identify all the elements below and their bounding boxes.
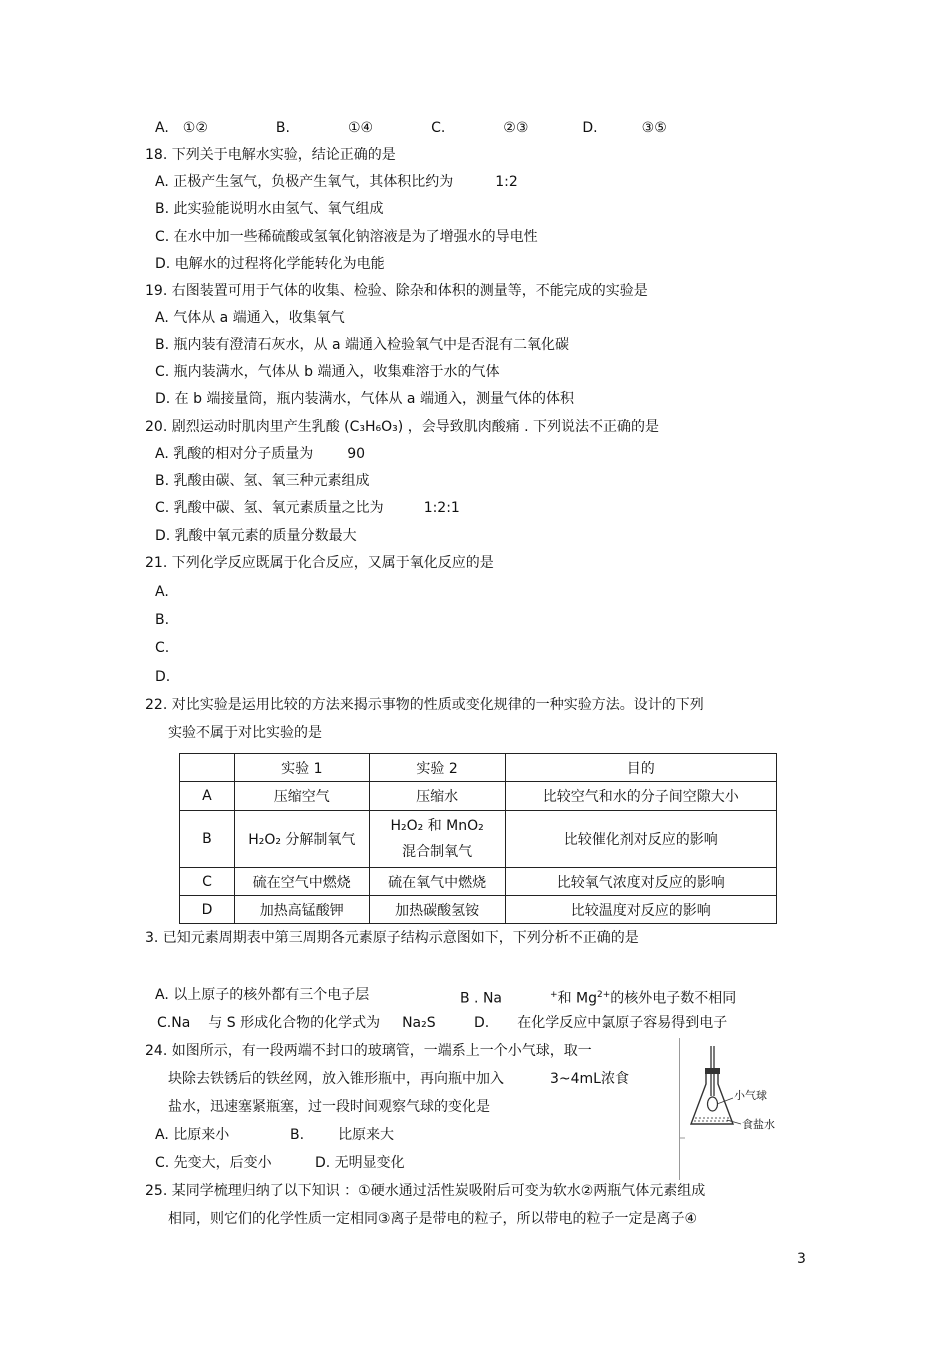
q24-stem-line2: 块除去铁锈后的铁丝网，放入锥形瓶中，再向瓶中加入 3~4mL浓食 <box>168 1071 629 1087</box>
table-cell <box>369 811 505 868</box>
flask-figure <box>679 1038 779 1180</box>
table-cell: 比较空气和水的分子间空隙大小 <box>505 782 777 811</box>
q19-option-d: D. 在 b 端接量筒，瓶内装满水，气体从 a 端通入，测量气体的体积 <box>155 391 574 407</box>
q18-option-c: C. 在水中加一些稀硫酸或氢氧化钠溶液是为了增强水的导电性 <box>155 229 538 245</box>
erlenmeyer-flask <box>691 1074 733 1124</box>
q21-option-c: C. <box>155 640 170 656</box>
q25-line1: 25. 某同学梳理归纳了以下知识 ：①硬水通过活性炭吸附后可变为软水②两瓶气体元素组成 <box>145 1183 706 1199</box>
q23-option-d: D. 在化学反应中氯原子容易得到电子 <box>474 1015 728 1031</box>
table-row <box>180 868 777 896</box>
balloon <box>708 1097 718 1111</box>
table-cell: 硫在空气中燃烧 <box>234 868 369 896</box>
q24-option-c: C. 先变大，后变小 <box>155 1155 272 1171</box>
q19-option-a: A. 气体从 a 端通入，收集氧气 <box>155 310 345 326</box>
table-cell-line: H₂O₂ 和 MnO₂ <box>390 818 484 834</box>
q19-option-b: B. 瓶内装有澄清石灰水，从 a 端通入检验氧气中是否混有二氧化碳 <box>155 337 569 353</box>
q25-line2: 相同，则它们的化学性质一定相同③离子是带电的粒子，所以带电的粒子一定是离子④ <box>168 1211 698 1227</box>
table-row <box>180 811 777 868</box>
table-header-cell: 目的 <box>505 754 777 782</box>
table-cell: 压缩空气 <box>234 782 369 811</box>
q24-option-b: B. 比原来大 <box>290 1127 395 1143</box>
q20-stem: 20. 剧烈运动时肌肉里产生乳酸 (C₃H₆O₃) ，会导致肌肉酸痛 . 下列说法不正确的是 <box>145 419 660 435</box>
table-header-cell <box>180 754 235 782</box>
q20-option-c: C. 乳酸中碳、氢、氧元素质量之比为 1:2:1 <box>155 500 460 516</box>
table-cell: 比较氧气浓度对反应的影响 <box>505 868 777 896</box>
q18-option-b: B. 此实验能说明水由氢气、氧气组成 <box>155 201 384 217</box>
q19-stem: 19. 右图装置可用于气体的收集、检验、除杂和体积的测量等，不能完成的实验是 <box>145 283 648 299</box>
q23-option-b: B . Na +和 $Mg^{2+}$的核外电子数不相同 <box>460 990 737 1007</box>
q24-stem-line3: 盐水，迅速塞紧瓶塞，过一段时间观察气球的变化是 <box>168 1099 490 1115</box>
q20-option-a: A. 乳酸的相对分子质量为 90 <box>155 446 366 462</box>
q20-option-d: D. 乳酸中氧元素的质量分数最大 <box>155 528 357 544</box>
table-cell: D <box>180 896 235 924</box>
label-salt-water: 食盐水 <box>742 1118 775 1131</box>
q24-option-d: D. 无明显变化 <box>315 1155 405 1171</box>
comparison-table <box>179 753 777 924</box>
table-cell: 比较温度对反应的影响 <box>505 896 777 924</box>
table-cell: 加热高锰酸钾 <box>234 896 369 924</box>
q24-stem-line1: 24. 如图所示，有一段两端不封口的玻璃管，一端系上一个小气球，取一 <box>145 1043 592 1059</box>
table-header-cell: 实验 1 <box>234 754 369 782</box>
q22-stem-line1: 22. 对比实验是运用比较的方法来揭示事物的性质或变化规律的一种实验方法。设计的下列 <box>145 697 704 713</box>
q21-option-b: B. <box>155 612 170 628</box>
q24-option-a: A. 比原来小 <box>155 1127 230 1143</box>
table-cell: 比较催化剂对反应的影响 <box>505 811 777 868</box>
q21-option-a: A. <box>155 584 169 600</box>
q22-stem-line2: 实验不属于对比实验的是 <box>168 725 322 741</box>
page-number: 3 <box>797 1251 806 1267</box>
table-cell: B <box>180 811 235 868</box>
table-cell: 硫在氧气中燃烧 <box>369 868 505 896</box>
table-cell: C <box>180 868 235 896</box>
table-cell: H₂O₂ 分解制氧气 <box>234 811 369 868</box>
q23-stem: 3. 已知元素周期表中第三周期各元素原子结构示意图如下，下列分析不正确的是 <box>145 930 639 946</box>
q18-stem: 18. 下列关于电解水实验，结论正确的是 <box>145 147 396 163</box>
flask-diagram <box>679 1038 779 1180</box>
q23-option-a: A. 以上原子的核外都有三个电子层 <box>155 987 370 1003</box>
table-header-row <box>180 754 777 782</box>
table-row <box>180 782 777 811</box>
table-cell: 压缩水 <box>369 782 505 811</box>
q21-option-d: D. <box>155 669 171 685</box>
q18-option-a: A. 正极产生氢气，负极产生氧气，其体积比约为 1:2 <box>155 174 518 190</box>
table-cell-line: 混合制氧气 <box>402 844 473 860</box>
label-balloon: 小气球 <box>734 1089 767 1102</box>
q23-option-c: C.Na 与 S 形成化合物的化学式为 Na₂S <box>157 1015 436 1031</box>
q21-stem: 21. 下列化学反应既属于化合反应，又属于氧化反应的是 <box>145 555 494 571</box>
stopper <box>705 1068 720 1074</box>
table-header-cell: 实验 2 <box>369 754 505 782</box>
q18-option-d: D. 电解水的过程将化学能转化为电能 <box>155 256 385 272</box>
q20-option-b: B. 乳酸由碳、氢、氧三种元素组成 <box>155 473 370 489</box>
table-cell: A <box>180 782 235 811</box>
table-cell: 加热碳酸氢铵 <box>369 896 505 924</box>
q19-option-c: C. 瓶内装满水，气体从 b 端通入，收集难溶于水的气体 <box>155 364 500 380</box>
q17-options: A. ①② B. ①④ C. ②③ D. ③⑤ <box>155 120 667 136</box>
table-row <box>180 896 777 924</box>
